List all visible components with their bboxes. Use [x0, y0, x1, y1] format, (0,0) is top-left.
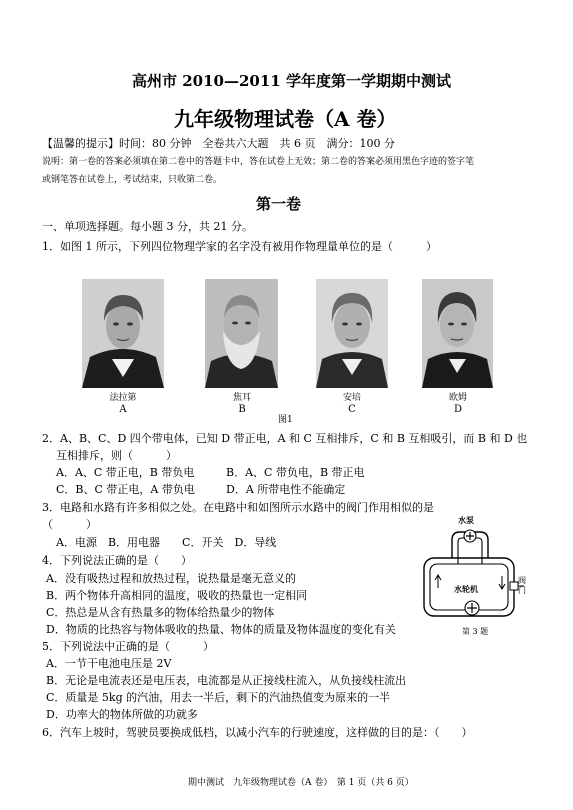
q3-label-pump: 水泵	[458, 515, 474, 525]
q4-option-b: B．两个物体升高相同的温度，吸收的热量也一定相同	[46, 589, 308, 602]
q2-option-d: D．A 所带电性不能确定	[226, 483, 346, 496]
q3-stem-line2: （ ）	[42, 518, 97, 531]
q5-option-b: B．无论是电流表还是电压表，电流都是从正接线柱流入，从负接线柱流出	[46, 674, 407, 687]
part-title: 一、单项选择题。每小题 3 分，共 21 分。	[42, 220, 253, 233]
q2-option-c: C．B、C 带正电，A 带负电	[56, 483, 195, 496]
q2-option-a: A．A、C 带正电，B 带负电	[56, 466, 195, 479]
notice-explain-line1: 说明：第一卷的答案必须填在第二卷中的答题卡中，答在试卷上无效；第二卷的答案必须用黑色字迹的签字笔	[42, 157, 475, 167]
portrait-faraday	[82, 279, 164, 388]
q1-letter-c: C	[348, 404, 356, 415]
q1-figure-caption: 图1	[278, 415, 293, 425]
q1-letter-a: A	[119, 404, 127, 415]
q1-letter-b: B	[238, 404, 246, 415]
q1-name-a: 法拉第	[109, 393, 137, 403]
q4-option-d: D．物质的比热容与物体吸收的热量、物体的质量及物体温度的变化有关	[46, 623, 396, 636]
portrait-ampere	[316, 279, 388, 388]
q3-options: A．电源 B．用电器 C．开关 D．导线	[56, 536, 277, 549]
q3-label-valve: 阀门	[518, 576, 526, 595]
q5-option-c: C．质量是 5kg 的汽油，用去一半后，剩下的汽油热值变为原来的一半	[46, 691, 391, 704]
q3-label-turbine: 水轮机	[454, 584, 478, 594]
volume-title: 第一卷	[256, 195, 302, 213]
q5-stem: 5．下列说法中正确的是（ ）	[42, 640, 214, 653]
exam-title-line1: 高州市 2010—2011 学年度第一学期期中测试	[132, 72, 451, 90]
q1-name-d: 欧姆	[448, 393, 467, 403]
q1-name-b: 焦耳	[232, 393, 251, 403]
q4-stem: 4．下列说法正确的是（ ）	[42, 554, 192, 567]
exam-title-line2: 九年级物理试卷（A 卷）	[174, 107, 397, 131]
q1-name-c: 安培	[342, 393, 361, 403]
portrait-joule	[205, 279, 278, 388]
notice-explain-line2: 或钢笔答在试卷上，考试结束，只收第二卷。	[42, 175, 223, 185]
q6-stem: 6．汽车上坡时，驾驶员要换成低档，以减小汽车的行驶速度，这样做的目的是：（ ）	[42, 726, 473, 739]
portrait-ohm	[422, 279, 493, 388]
q1-stem: 1．如图 1 所示，下列四位物理学家的名字没有被用作物理量单位的是（ ）	[42, 240, 437, 253]
q3-stem-line1: 3．电路和水路有许多相似之处。在电路中和如图所示水路中的阀门作用相似的是	[42, 501, 434, 514]
q4-option-c: C．热总是从含有热量多的物体给热量少的物体	[46, 606, 275, 619]
q2-stem-line1: 2．A、B、C、D 四个带电体，已知 D 带正电，A 和 C 互相排斥，C 和 B 互相吸引，而 B 和 D 也	[42, 432, 528, 445]
q4-option-a: A．没有吸热过程和放热过程，说热量是毫无意义的	[46, 572, 296, 585]
q5-option-d: D．功率大的物体所做的功就多	[46, 708, 198, 721]
q1-letter-d: D	[453, 404, 463, 415]
q5-option-a: A．一节干电池电压是 2V	[46, 657, 172, 670]
notice-tip: 【温馨的提示】时间：80 分钟 全卷共六大题 共 6 页 满分：100 分	[42, 137, 395, 150]
q3-figure-caption: 第 3 题	[462, 627, 489, 636]
q3-water-circuit-figure	[418, 515, 528, 640]
page-footer: 期中测试 九年级物理试卷（A 卷） 第 1 页（共 6 页）	[188, 778, 414, 788]
q2-option-b: B．A、C 带负电，B 带正电	[226, 466, 365, 479]
q2-stem-line2: 互相排斥，则（ ）	[56, 449, 177, 462]
